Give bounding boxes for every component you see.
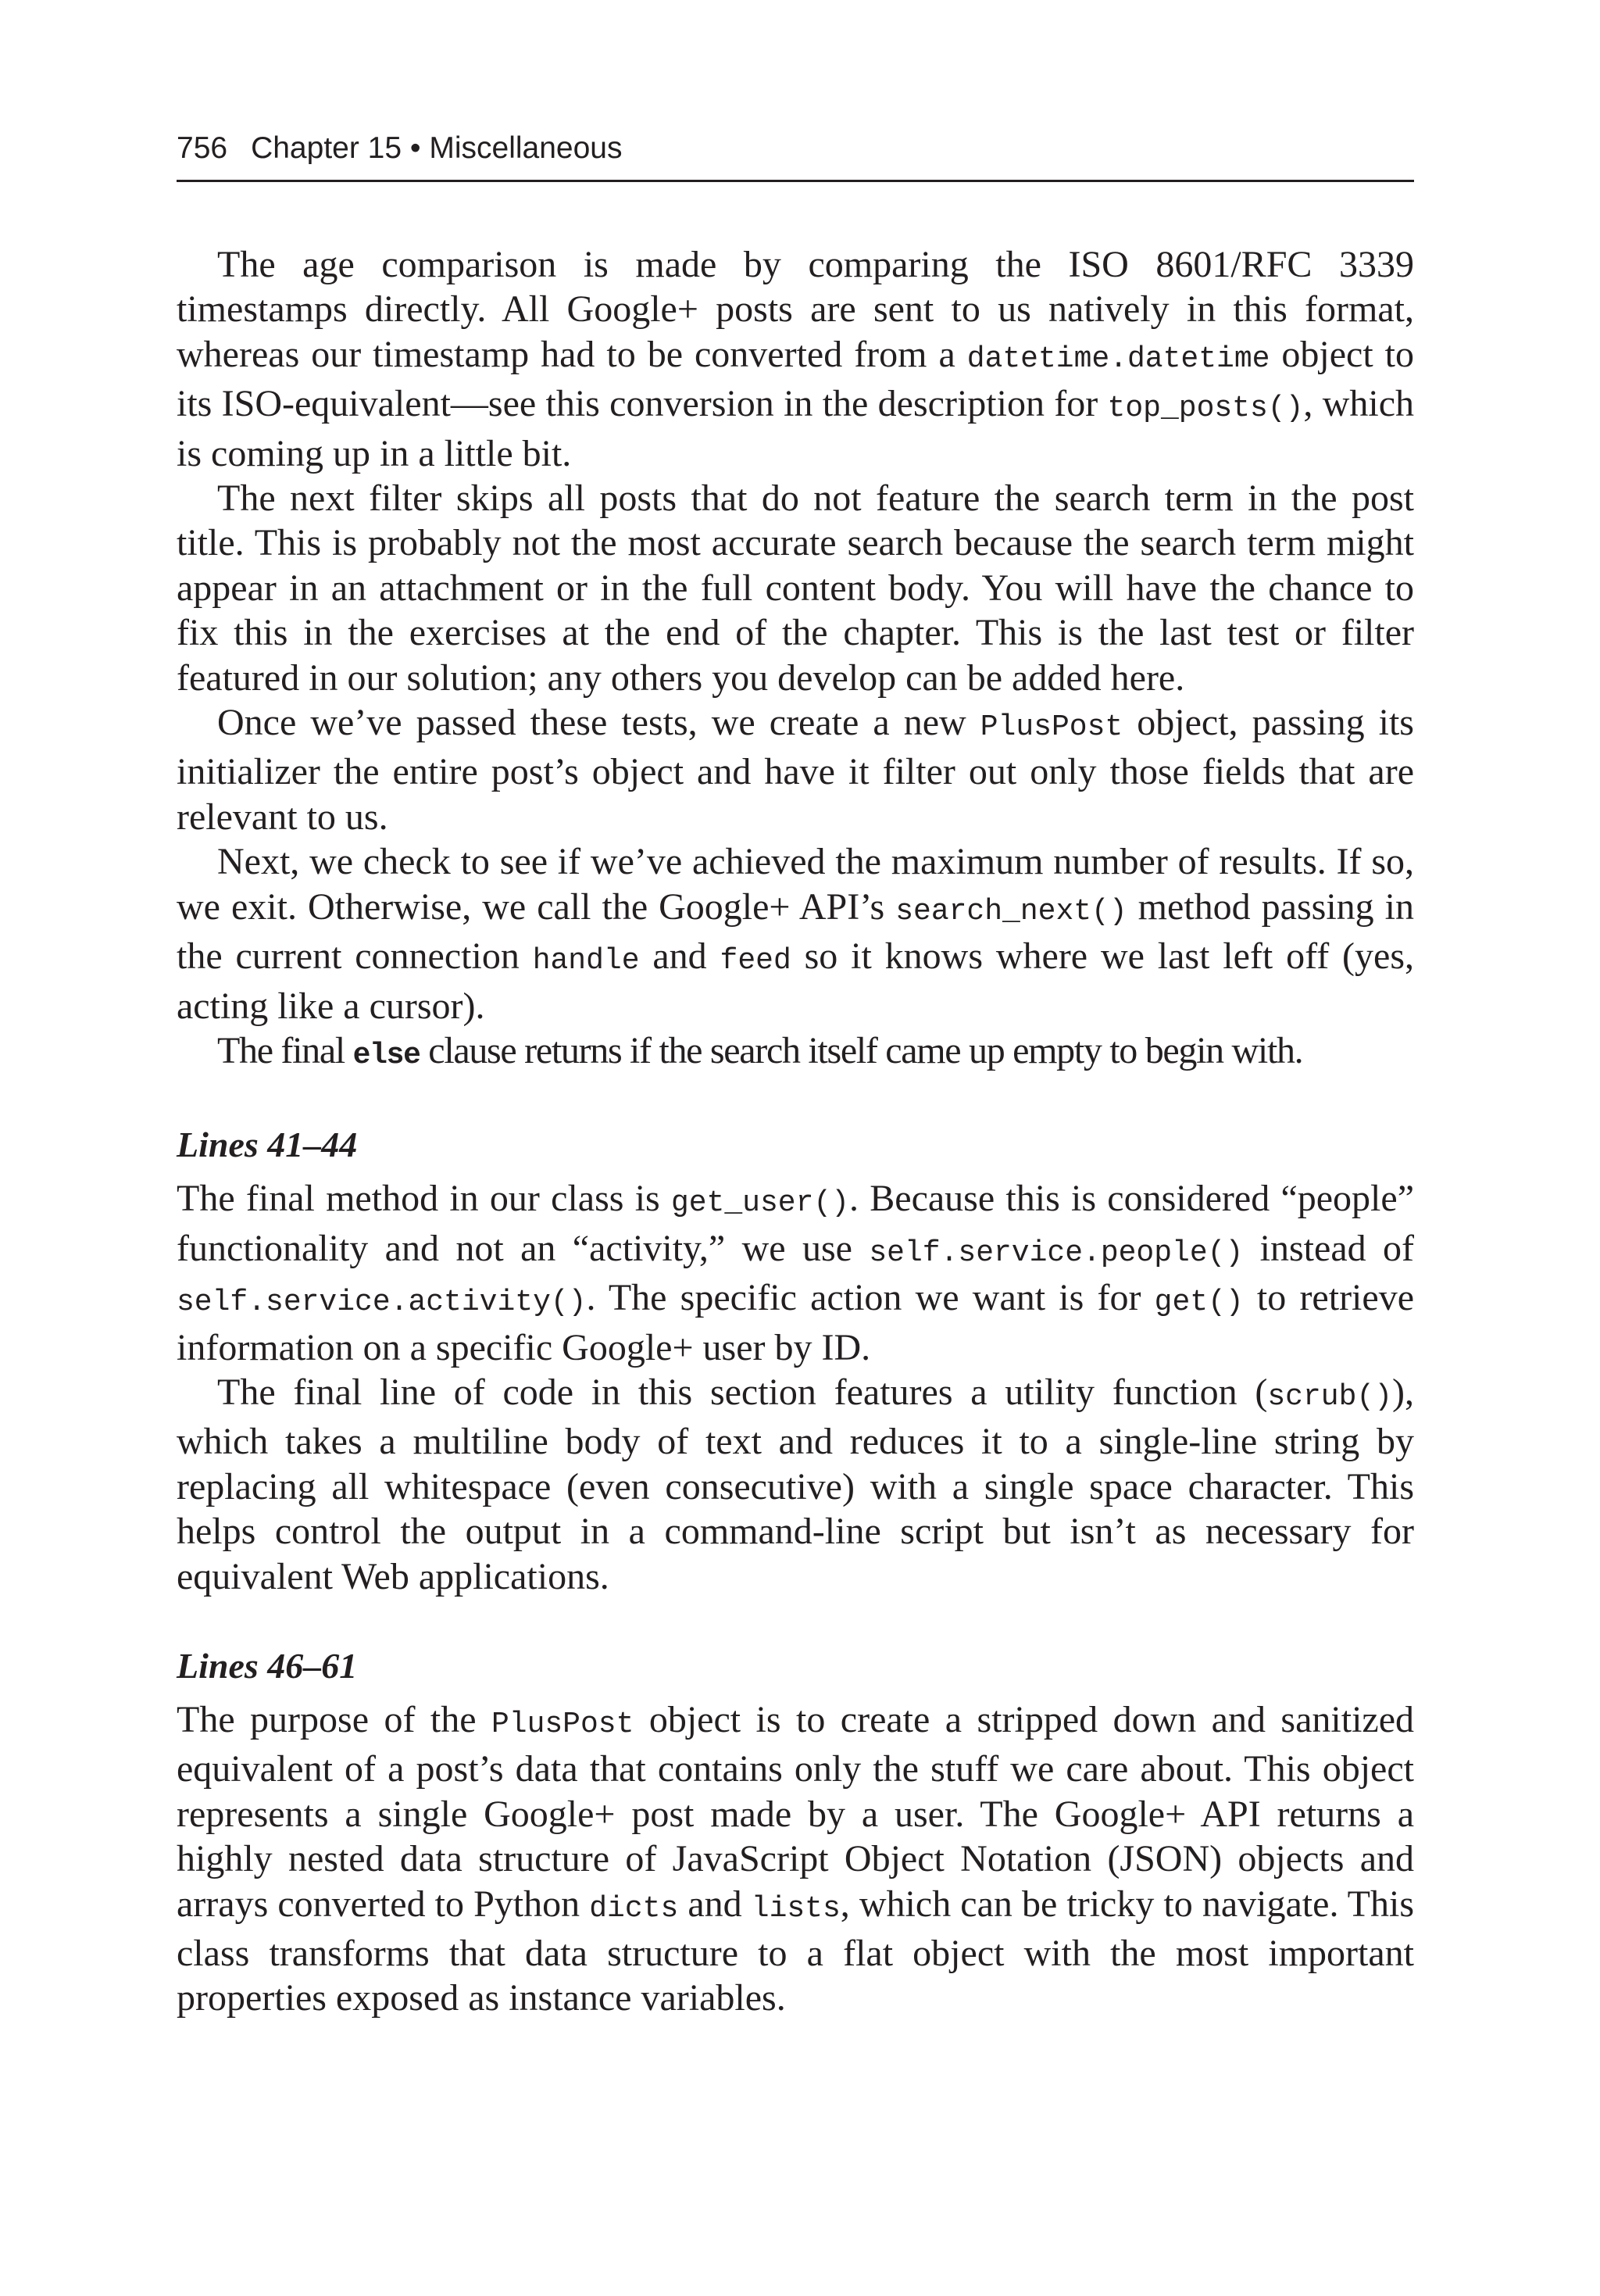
text: and [678,1883,752,1925]
inline-code: handle [532,944,640,978]
text: object, passing its initializer the entire post’s object and have it filter out only those fields that are relevant to us. [177,702,1414,838]
text: The final [217,1029,353,1071]
paragraph-scrub-function [177,1370,1414,1599]
text: , which can be tricky to navigate. This class transforms that data structure to a flat object with the most important properties exposed as instance variables. [177,1883,1415,2019]
text: to retrieve information on a specific Google+ user by ID. [177,1277,1414,1368]
inline-code: PlusPost [980,710,1123,745]
page-body [177,242,1414,2021]
inline-code: self.service.activity() [177,1286,587,1320]
inline-code: scrub() [1267,1379,1393,1414]
paragraph-timestamp-comparison [177,242,1414,476]
text: method passing in the current connection [177,885,1414,978]
text: and [639,935,720,978]
section-heading-lines-46-61: Lines 46–61 [177,1645,358,1686]
inline-code: top_posts() [1107,392,1304,426]
text: ), which takes a multiline body of text and reduces it to a single-line string by replacing all whitespace (even consecutive) with a single space character. This helps control the output in a command-line script but isn’t as necessary for equivalent Web applications. [177,1371,1414,1597]
text: . The specific action we want is for [586,1277,1155,1319]
text: The next filter skips all posts that do not feature the search term in the post title. This is probably not the most accurate search because the search term might appear in an attachment or in the full content body. You will have the chance to fix this in the exercises at the end of the chapter. This is the last test or filter featured in our solution; any others you develop can be added here. [177,477,1414,699]
section-heading-lines-41-44: Lines 41–44 [177,1125,358,1165]
page-number: 756 [177,131,228,165]
paragraph-pluspost-purpose [177,1697,1414,2021]
inline-code: dicts [589,1891,679,1926]
text: clause returns if the search itself came up empty to begin with. [420,1029,1303,1071]
text: . Because this is considered “people” functionality and not an “activity,” we use [177,1178,1414,1269]
text: Once we’ve passed these tests, we create a new [217,702,980,744]
text: , which is coming up in a little bit. [177,383,1415,474]
text: The final line of code in this section features a utility function ( [217,1371,1268,1413]
chapter-title: Chapter 15 • Miscellaneous [251,131,623,165]
text: Next, we check to see if we’ve achieved the maximum number of results. If so, we exit. Otherwise, we call the Google+ API’s [177,841,1414,928]
inline-code: datetime.datetime [966,342,1270,376]
inline-code: PlusPost [491,1707,634,1741]
text: The age comparison is made by comparing the ISO 8601/RFC 3339 timestamps directly. All Google+ posts are sent to us natively in this format, whereas our timestamp had to be converted from a [177,244,1414,375]
text: object is to create a stripped down and sanitized equivalent of a post’s data that contains only the stuff we care about. This object represents a single Google+ post made by a user. The Google+ API returns a highly nested data structure of JavaScript Object Notation (JSON) objects and arrays converted to Python [177,1698,1415,1925]
text: The final method in our class is [177,1178,671,1220]
inline-code: self.service.people() [869,1236,1244,1270]
text: so it knows where we last left off (yes, acting like a cursor). [177,935,1415,1027]
inline-code: get() [1154,1286,1244,1320]
paragraph-get-user [177,1176,1414,1370]
paragraph-else-clause [177,1028,1414,1078]
inline-code: feed [720,944,791,978]
inline-code: else [352,1038,420,1072]
inline-code: get_user() [670,1186,849,1221]
text: instead of [1243,1227,1414,1269]
inline-code: lists [751,1891,841,1926]
text: object to its ISO-equivalent—see this conversion in the description for [177,333,1415,425]
inline-code: search_next() [895,894,1127,928]
paragraph-max-results [177,839,1414,1028]
paragraph-pluspost-creation [177,700,1414,839]
paragraph-title-filter [177,476,1414,700]
running-header [177,117,1414,182]
text: The purpose of the [177,1698,491,1740]
